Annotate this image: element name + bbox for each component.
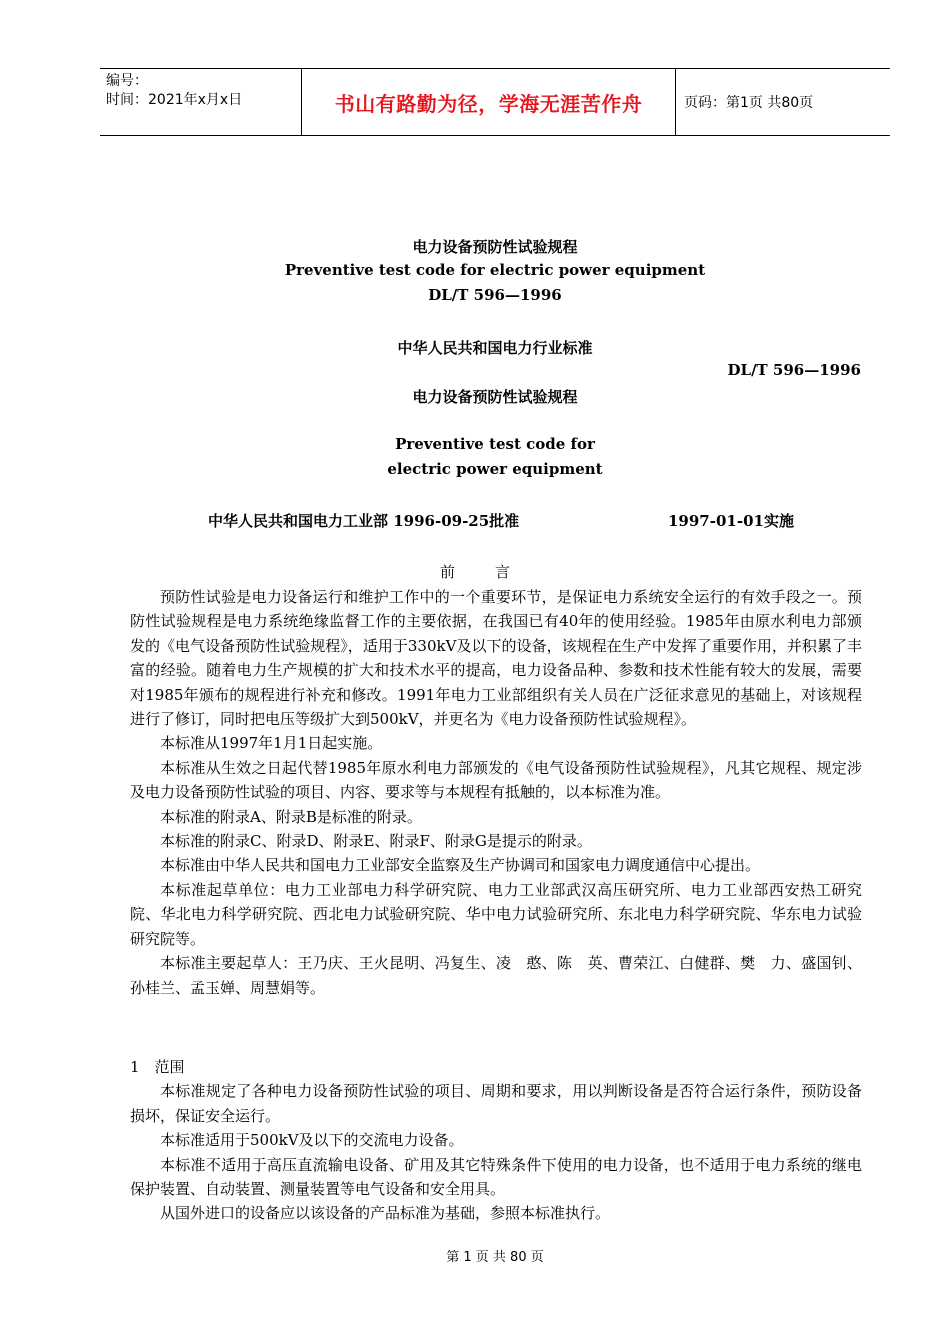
time-label: 时间：2021年x月x日 [106,92,243,108]
cn-title-2: 电力设备预防性试验规程 [412,388,578,406]
en-title: Preventive test code for electric power equipment [284,261,706,279]
foreword-paragraph: 本标准的附录A、附录B是标准的附录。 [160,807,422,826]
section-paragraph: 本标准不适用于高压直流输电设备、矿用及其它特殊条件下使用的电力设备，也不适用于电力系统的继电保护装置、自动装置、测量装置等电气设备和安全用具。 [130,1155,862,1199]
motto: 书山有路勤为径，学海无涯苦作舟 [301,69,676,135]
foreword-heading: 前言 [439,563,550,581]
section-1-body [130,1055,862,1226]
number-label: 编号： [106,73,148,89]
cn-title: 电力设备预防性试验规程 [412,238,578,256]
section-paragraph: 本标准适用于500kV及以下的交流电力设备。 [160,1131,464,1150]
standard-code: DL/T 596—1996 [428,286,562,304]
foreword-paragraph: 本标准起草单位：电力工业部电力科学研究院、电力工业部武汉高压研究所、电力工业部西安热工研究院、华北电力科学研究院、西北电力试验研究院、华中电力试验研究所、东北电力科学研究院、华东电力试验研究院等。 [130,880,862,948]
page-info: 页码：第1页 共80页 [684,95,814,111]
foreword-paragraph: 预防性试验是电力设备运行和维护工作中的一个重要环节，是保证电力系统安全运行的有效手段之一。预防性试验规程是电力系统绝缘监督工作的主要依据，在我国已有40年的使用经验。1985年由原水利电力部颁发的《电气设备预防性试验规程》，适用于330kV及以下的设备，该规程在生产中发挥了重要作用，并积累了丰富的经验。随着电力生产规模的扩大和技术水平的提高，电力设备品种、参数和技术性能有较大的发展，需要对1985年颁布的规程进行补充和修改。1991年电力工业部组织有关人员在广泛征求意见的基础上，对该规程进行了修订，同时把电压等级扩大到500kV，并更名为《电力设备预防性试验规程》。 [130,588,862,729]
right-code: DL/T 596—1996 [727,361,861,379]
section-paragraph: 本标准规定了各种电力设备预防性试验的项目、周期和要求，用以判断设备是否符合运行条件，预防设备损坏，保证安全运行。 [130,1082,862,1125]
foreword-paragraph: 本标准的附录C、附录D、附录E、附录F、附录G是提示的附录。 [160,832,592,851]
section-paragraph: 从国外进口的设备应以该设备的产品标准为基础，参照本标准执行。 [160,1204,611,1223]
org-standard: 中华人民共和国电力行业标准 [397,339,593,357]
foreword-paragraph: 本标准由中华人民共和国电力工业部安全监察及生产协调司和国家电力调度通信中心提出。 [160,856,761,875]
header-table [100,68,890,136]
foreword-paragraph: 本标准从1997年1月1日起实施。 [160,734,383,753]
en-title-2-line-1: Preventive test code for [395,435,595,453]
foreword-paragraph: 本标准主要起草人：王乃庆、王火昆明、冯复生、凌 憨、陈 英、曹荣江、白健群、樊 力、盛国钊、孙桂兰、孟玉婵、周慧娟等。 [130,954,862,997]
en-title-2-line-2: electric power equipment [387,460,603,478]
section-1-heading: 1 范围 [130,1058,185,1076]
implement-line: 1997-01-01实施 [668,512,794,530]
page-footer: 第 1 页 共 80 页 [446,1250,544,1265]
header-meta-cell [100,69,301,135]
approve-line: 中华人民共和国电力工业部 1996-09-25批准 [208,512,520,530]
foreword-body [130,585,862,1000]
foreword-paragraph: 本标准从生效之日起代替1985年原水利电力部颁发的《电气设备预防性试验规程》，凡其它规程、规定涉及电力设备预防性试验的项目、内容、要求等与本规程有抵触的，以本标准为准。 [130,758,862,802]
